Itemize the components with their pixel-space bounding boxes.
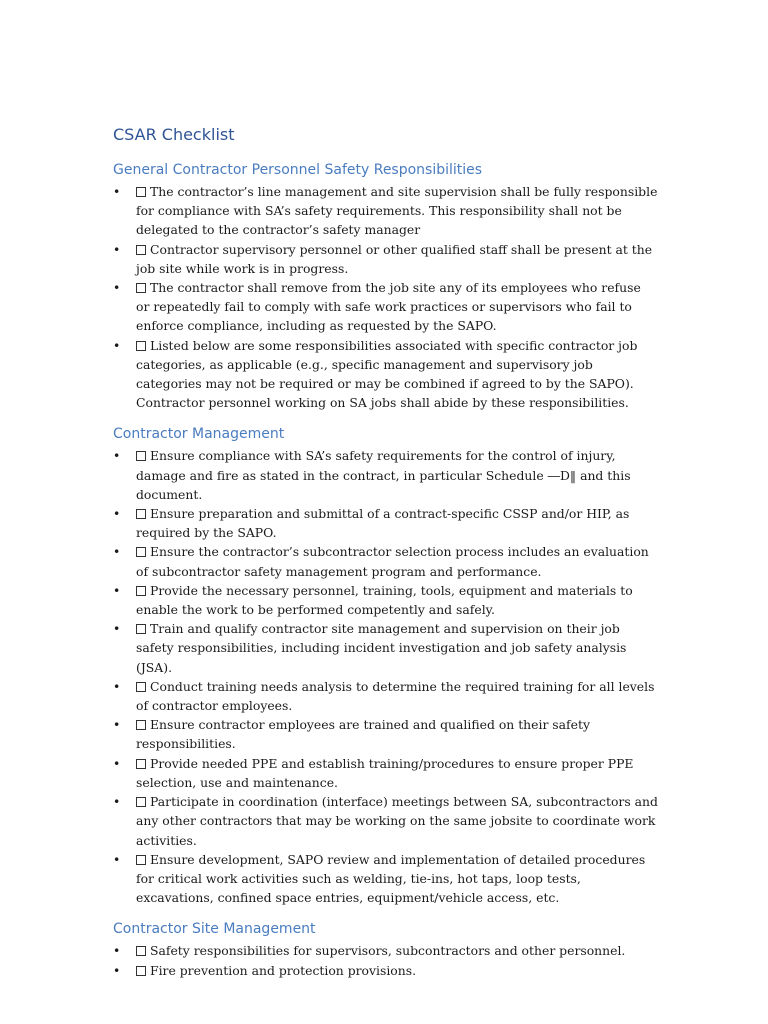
checkbox-icon[interactable] <box>136 855 146 865</box>
bullet-icon: • <box>113 582 121 598</box>
checkbox-icon[interactable] <box>136 245 146 255</box>
checklist-item-text: Ensure compliance with SA’s safety requirements for the control of injury, damage and fire as stated in the contract, in particular Schedule ―D‖ and this document. <box>136 448 631 502</box>
bullet-icon: • <box>113 678 121 694</box>
section-heading: Contractor Site Management <box>113 921 316 938</box>
bullet-icon: • <box>113 962 121 978</box>
checkbox-icon[interactable] <box>136 341 146 351</box>
checkbox-icon[interactable] <box>136 966 146 976</box>
checklist-item-text: Train and qualify contractor site management and supervision on their job safety responsibilities, including incident investigation and job safety analysis (JSA). <box>136 621 627 675</box>
bullet-icon: • <box>113 794 121 810</box>
bullet-icon: • <box>113 448 121 464</box>
checklist-item <box>113 336 658 413</box>
checkbox-icon[interactable] <box>136 509 146 519</box>
bullet-icon: • <box>113 621 121 637</box>
bullet-icon: • <box>113 280 121 296</box>
checklist-item <box>113 715 658 753</box>
checklist-item <box>113 182 658 240</box>
checklist-item <box>113 619 658 677</box>
checklist-item <box>113 240 658 278</box>
checklist-item-text: Provide the necessary personnel, training, tools, equipment and materials to enable the work to be performed competently and safely. <box>136 582 633 618</box>
checkbox-icon[interactable] <box>136 759 146 769</box>
checklist-item-text: Ensure development, SAPO review and implementation of detailed procedures for critical work activities such as welding, tie-ins, hot taps, loop tests, excavations, confined space entries, equipment/vehicle access, etc. <box>136 851 646 906</box>
checklist-item <box>113 581 658 619</box>
checkbox-icon[interactable] <box>136 586 146 596</box>
checklist-item <box>113 504 658 542</box>
bullet-icon: • <box>113 506 121 522</box>
checklist-item-text: Provide needed PPE and establish training/procedures to ensure proper PPE selection, use and maintenance. <box>136 755 634 790</box>
document-title: CSAR Checklist <box>113 125 235 144</box>
checkbox-icon[interactable] <box>136 547 146 557</box>
checklist-item-text: The contractor’s line management and site supervision shall be fully responsible for compliance with SA’s safety requirements. This responsibility shall not be delegated to the contractor’s safety manager <box>136 184 658 238</box>
checklist-item <box>113 754 658 792</box>
checklist-item <box>113 446 658 504</box>
checkbox-icon[interactable] <box>136 451 146 461</box>
checklist-item <box>113 961 658 980</box>
checkbox-icon[interactable] <box>136 720 146 730</box>
checklist <box>113 941 658 979</box>
checklist-item-text: Listed below are some responsibilities associated with specific contractor job categories, as applicable (e.g., specific management and supervisory job categories may not be required or may be combined if agreed to by the SAPO). Contractor personnel working on SA jobs shall abide by these responsibilities. <box>136 337 638 411</box>
checklist <box>113 446 658 907</box>
bullet-icon: • <box>113 337 121 353</box>
checklist-item-text: Participate in coordination (interface) meetings between SA, subcontractors and any other contractors that may be working on the same jobsite to coordinate work activities. <box>136 794 658 848</box>
checklist-item <box>113 677 658 715</box>
checklist-item-text: Ensure the contractor’s subcontractor selection process includes an evaluation of subcontractor safety management program and performance. <box>136 544 649 579</box>
checklist <box>113 182 658 412</box>
checklist-item-text: Ensure preparation and submittal of a contract-specific CSSP and/or HIP, as required by the SAPO. <box>136 506 630 541</box>
checklist-item-text: Contractor supervisory personnel or other qualified staff shall be present at the job site while work is in progress. <box>136 241 653 276</box>
checklist-item <box>113 850 658 908</box>
checklist-item <box>113 941 658 960</box>
checklist-item-text: Conduct training needs analysis to determine the required training for all levels of contractor employees. <box>136 678 655 714</box>
section-heading: General Contractor Personnel Safety Responsibilities <box>113 162 483 178</box>
bullet-icon: • <box>113 184 121 199</box>
checklist-item <box>113 542 658 580</box>
checklist-item-text: Safety responsibilities for supervisors, subcontractors and other personnel. <box>150 943 626 959</box>
bullet-icon: • <box>113 943 121 959</box>
sections-container <box>113 160 658 980</box>
checkbox-icon[interactable] <box>136 624 146 634</box>
bullet-icon: • <box>113 241 121 257</box>
bullet-icon: • <box>113 544 121 560</box>
document-content <box>113 124 658 992</box>
checklist-item <box>113 278 658 336</box>
checklist-item <box>113 792 658 850</box>
bullet-icon: • <box>113 717 121 733</box>
checklist-item-text: The contractor shall remove from the job site any of its employees who refuse or repeatedly fail to comply with safe work practices or supervisors who fail to enforce compliance, including as requested by the SAPO. <box>136 280 641 334</box>
checkbox-icon[interactable] <box>136 682 146 692</box>
checkbox-icon[interactable] <box>136 283 146 293</box>
bullet-icon: • <box>113 851 121 867</box>
checkbox-icon[interactable] <box>136 187 146 197</box>
checklist-item-text: Ensure contractor employees are trained and qualified on their safety responsibilities. <box>136 717 590 752</box>
section-heading: Contractor Management <box>113 426 285 443</box>
checkbox-icon[interactable] <box>136 797 146 807</box>
bullet-icon: • <box>113 755 121 771</box>
checklist-item-text: Fire prevention and protection provisions. <box>150 962 417 978</box>
checkbox-icon[interactable] <box>136 946 146 956</box>
